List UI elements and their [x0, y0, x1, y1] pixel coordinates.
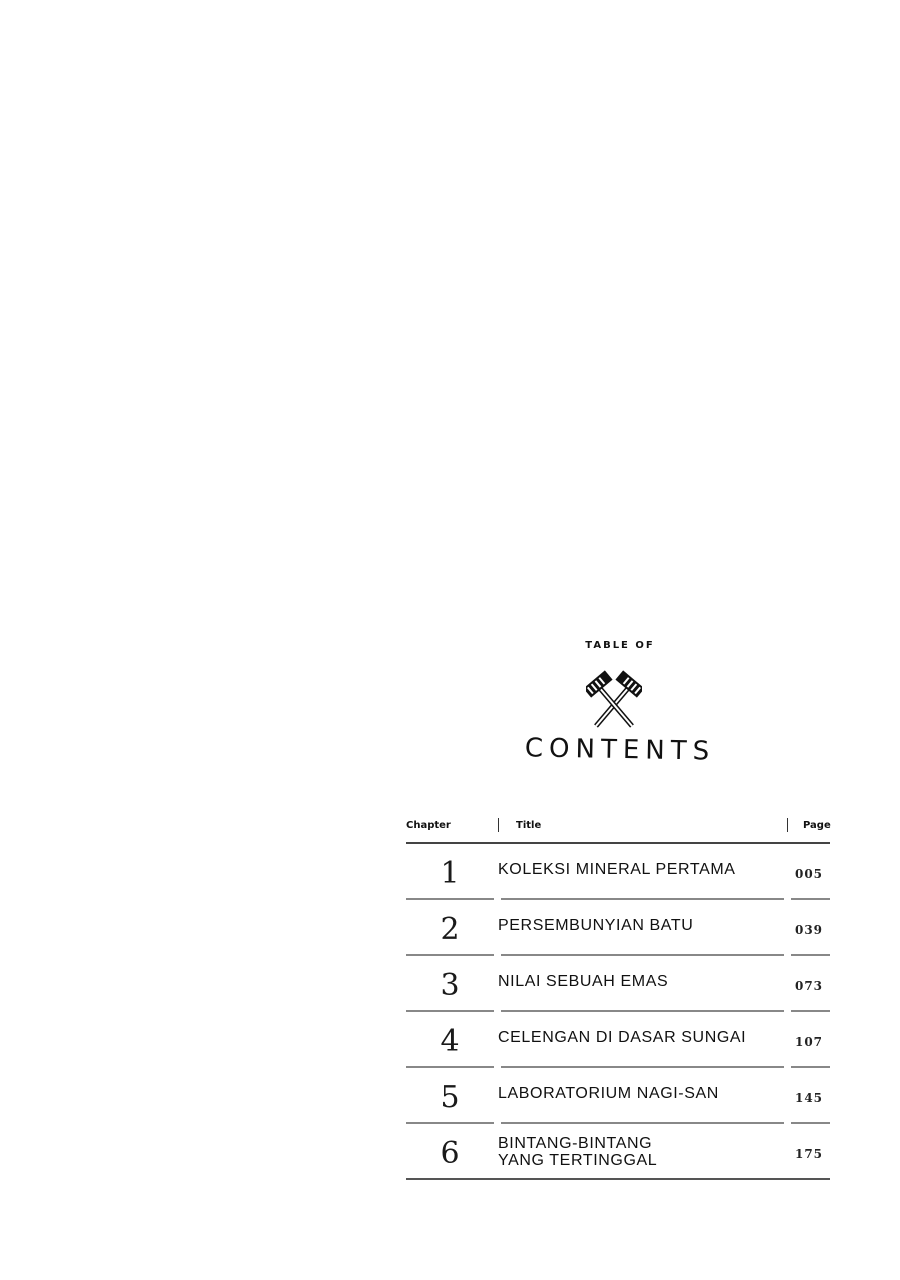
column-header-title: Title: [516, 820, 542, 831]
heading-top: TABLE OF: [585, 640, 655, 651]
page-number: 107: [794, 1035, 824, 1049]
page-number: 039: [794, 923, 824, 937]
chapter-title: [498, 1135, 657, 1169]
chapter-title-line: BINTANG-BINTANG: [498, 1135, 653, 1152]
toc-row[interactable]: [406, 956, 830, 1012]
chapter-title: CELENGAN DI DASAR SUNGAI: [498, 1029, 747, 1046]
chapter-number: 5: [440, 1080, 460, 1115]
chapter-title: LABORATORIUM NAGI-SAN: [498, 1085, 719, 1102]
column-header-page: Page: [803, 820, 831, 831]
chapter-number: 2: [440, 912, 460, 947]
column-separator: [787, 818, 788, 832]
page-number: 005: [794, 867, 824, 881]
toc-row[interactable]: [406, 844, 830, 900]
toc-row[interactable]: [406, 1012, 830, 1068]
chapter-number: 3: [440, 968, 460, 1003]
chapter-title: NILAI SEBUAH EMAS: [498, 973, 669, 990]
heading-contents: CONTENTS: [524, 733, 716, 767]
chapter-title-line: YANG TERTINGGAL: [498, 1152, 658, 1169]
toc-row[interactable]: [406, 1068, 830, 1124]
chapter-title: KOLEKSI MINERAL PERTAMA: [498, 861, 736, 878]
chapter-title: PERSEMBUNYIAN BATU: [498, 917, 694, 934]
page-number: 145: [794, 1091, 824, 1105]
crossed-hammers-icon: [586, 670, 642, 730]
chapter-number: 1: [440, 856, 460, 891]
page-number: 175: [794, 1147, 824, 1161]
column-header-chapter: Chapter: [406, 820, 451, 831]
table-of-contents: [406, 812, 830, 1180]
chapter-number: 4: [440, 1024, 460, 1059]
column-separator: [498, 818, 499, 832]
table-bottom-rule: [406, 1178, 830, 1180]
page-number: 073: [794, 979, 824, 993]
chapter-number: 6: [440, 1136, 460, 1171]
toc-row[interactable]: [406, 900, 830, 956]
toc-row[interactable]: [406, 1124, 830, 1180]
toc-header: [406, 812, 830, 844]
